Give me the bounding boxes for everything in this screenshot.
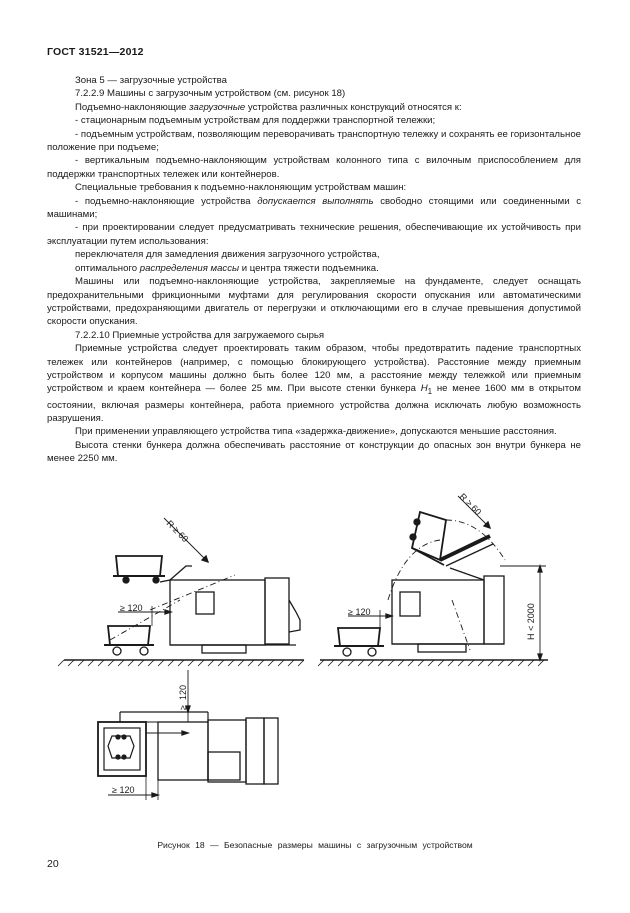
list-item-turning: - подъемным устройствам, позволяющим переворачивать транспортную тележку и сохранять ее горизонтальное положение при подъеме; (47, 128, 581, 154)
list-item-vertical: - вертикальным подъемно-наклоняющим устройствам колонного типа с вилочным приспособлением для поддержки транспортных тележек или контейнеров. (47, 155, 581, 180)
standard-header: ГОСТ 31521—2012 (47, 46, 144, 58)
list-item-free-standing: - подъемно-наклоняющие устройства допускается выполнять свободно стоящими или соединенными с машинами; (47, 195, 581, 221)
receiving-devices-paragraph: Приемные устройства следует проектировать таким образом, чтобы предотвратить падение транспортных тележек или контейнеров (например, с помощью блокирующего устройства). Расстояние между приемным устройством и корпусом машины должно быть более 120 мм, а расстояние между тележкой или приемным устройством и краем контейнера — более 25 мм. При высоте стенки бункера $H_1$ не менее 1600 мм в открытом состоянии, включая размеры контейнера, работа приемного устройства должна исключать любую возможность разрушения. (47, 343, 581, 425)
list-item-stability: - при проектировании следует предусматривать технические решения, обеспечивающие их устойчивость при эксплуатации путем использования: (47, 222, 581, 247)
sub-item-mass: оптимального распределения массы и центра тяжести подъемника. (75, 262, 379, 274)
dim-120-right: ≥ 120 (348, 607, 371, 617)
machines-paragraph: Машины или подъемно-наклоняющие устройства, закрепляемые на фундаменте, следует оснащать предохранительными фрикционными муфтами для регулирования скорости опускания или автоматическими устройствами, предохраняющими двигатель от перегрузки и отключающими его в случае превышения допустимой скорости опускания. (47, 276, 581, 328)
section-72210-heading: 7.2.2.10 Приемные устройства для загружаемого сырья (75, 329, 325, 341)
dim-120-left: ≥ 120 (120, 603, 143, 613)
page-number: 20 (47, 858, 59, 870)
lifting-devices-intro: Подъемно-наклоняющие загрузочные устройства различных конструкций относятся к: (75, 101, 462, 113)
section-7229-heading: 7.2.2.9 Машины с загрузочным устройством (см. рисунок 18) (75, 88, 346, 100)
dim-h2000: H < 2000 (526, 603, 536, 640)
figure-caption: Рисунок 18 — Безопасные размеры машины с загрузочным устройством (157, 840, 473, 850)
special-requirements: Специальные требования к подъемно-наклоняющим устройствам машин: (75, 182, 407, 194)
dim-ge-plan: ≥ (178, 705, 188, 710)
zone5-line: Зона 5 — загрузочные устройства (75, 75, 227, 86)
bunker-wall-paragraph: Высота стенки бункера должна обеспечивать расстояние от конструкции до опасных зон внутри бункера не менее 2250 мм. (47, 439, 581, 465)
sub-item-switch: переключателя для замедления движения загрузочного устройства, (75, 249, 380, 261)
dim-120-plan-top: 120 (178, 684, 188, 700)
right-machine-diagram (318, 496, 548, 666)
control-device-paragraph: При применении управляющего устройства типа «задержка-движение», допускаются меньшие расстояния. (75, 426, 557, 438)
plan-view-diagram (98, 670, 278, 800)
dim-r60-right: R ≥ 60 (457, 491, 484, 518)
dim-r60-left: R ≥ 60 (164, 518, 191, 545)
dim-120-plan-bottom: ≥ 120 (112, 785, 135, 795)
list-item-stationary: - стационарным подъемным устройствам для поддержки транспортной тележки; (75, 115, 436, 127)
